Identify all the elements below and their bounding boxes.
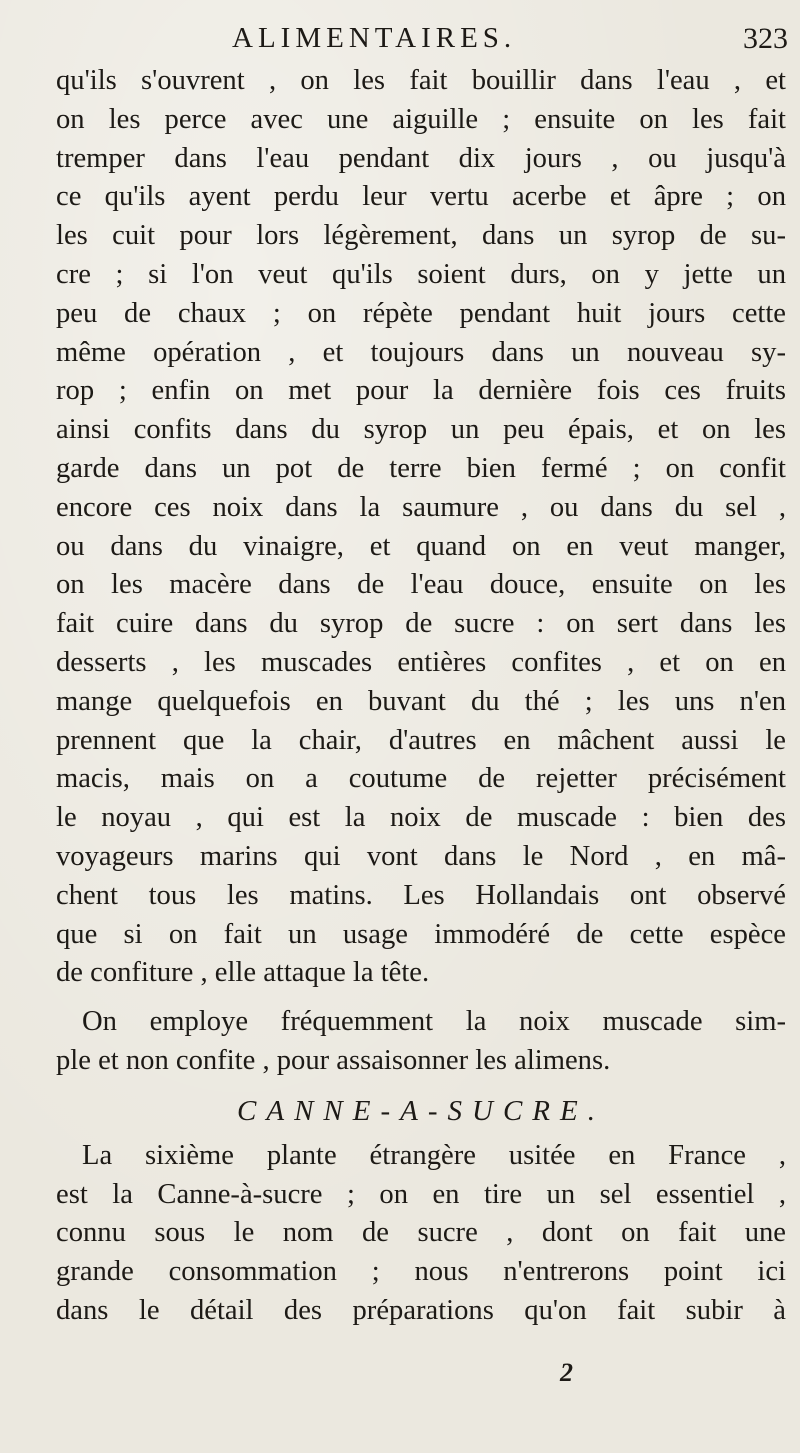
- text-line: les cuit pour lors légèrement, dans un syrop de su-: [56, 220, 786, 252]
- paragraph-canne-a-sucre: [56, 1137, 786, 1331]
- section-heading: CANNE-A-SUCRE.: [237, 1094, 605, 1127]
- text-line: macis, mais on a coutume de rejetter précisément: [56, 763, 786, 795]
- text-line: qu'ils s'ouvrent , on les fait bouillir dans l'eau , et: [56, 65, 786, 96]
- text-line: ple et non confite , pour assaisonner les alimens.: [56, 1044, 611, 1076]
- text-line: voyageurs marins qui vont dans le Nord , en mâ-: [56, 840, 786, 872]
- text-line: on les perce avec une aiguille ; ensuite on les fait: [56, 103, 786, 135]
- body-text: [56, 62, 786, 1331]
- text-line: même opération , et toujours dans un nouveau sy-: [56, 336, 786, 368]
- text-line: garde dans un pot de terre bien fermé ; on confit: [56, 452, 786, 484]
- text-line: on les macère dans de l'eau douce, ensuite on les: [56, 569, 786, 601]
- text-line: rop ; enfin on met pour la dernière fois ces fruits: [56, 375, 786, 407]
- paragraph-muscade-confite: [56, 62, 786, 993]
- text-line: On employe fréquemment la noix muscade sim-: [82, 1006, 786, 1038]
- text-line: prennent que la chair, d'autres en mâchent aussi le: [56, 724, 786, 756]
- text-line: ou dans du vinaigre, et quand on en veut manger,: [56, 530, 786, 562]
- running-head: [0, 18, 800, 62]
- page-number: 323: [743, 22, 788, 55]
- text-line: ainsi confits dans du syrop un peu épais, et on les: [56, 414, 786, 446]
- text-line: est la Canne-à-sucre ; on en tire un sel essentiel ,: [56, 1178, 786, 1210]
- text-line: peu de chaux ; on répète pendant huit jours cette: [56, 297, 786, 329]
- text-line: tremper dans l'eau pendant dix jours , ou jusqu'à: [56, 142, 786, 174]
- text-line: fait cuire dans du syrop de sucre : on sert dans les: [56, 608, 786, 640]
- text-line: encore ces noix dans la saumure , ou dans du sel ,: [56, 491, 786, 523]
- text-line: La sixième plante étrangère usitée en France ,: [82, 1139, 786, 1171]
- text-line: desserts , les muscades entières confites , et on en: [56, 646, 786, 678]
- text-line: ce qu'ils ayent perdu leur vertu acerbe et âpre ; on: [56, 181, 786, 213]
- text-line: dans le détail des préparations qu'on fait subir à: [56, 1294, 786, 1326]
- text-line: connu sous le nom de sucre , dont on fait une: [56, 1217, 786, 1249]
- text-line: grande consommation ; nous n'entrerons point ici: [56, 1256, 786, 1288]
- running-title: ALIMENTAIRES.: [232, 22, 517, 54]
- signature-mark: 2: [560, 1358, 573, 1387]
- text-line: mange quelquefois en buvant du thé ; les uns n'en: [56, 685, 786, 717]
- text-line: chent tous les matins. Les Hollandais ont observé: [56, 879, 786, 911]
- text-line: que si on fait un usage immodéré de cette espèce: [56, 918, 786, 950]
- text-line: de confiture , elle attaque la tête.: [56, 957, 430, 989]
- text-line: cre ; si l'on veut qu'ils soient durs, on y jette un: [56, 258, 786, 290]
- text-line: le noyau , qui est la noix de muscade : bien des: [56, 802, 786, 834]
- paragraph-muscade-simple: [56, 1003, 786, 1081]
